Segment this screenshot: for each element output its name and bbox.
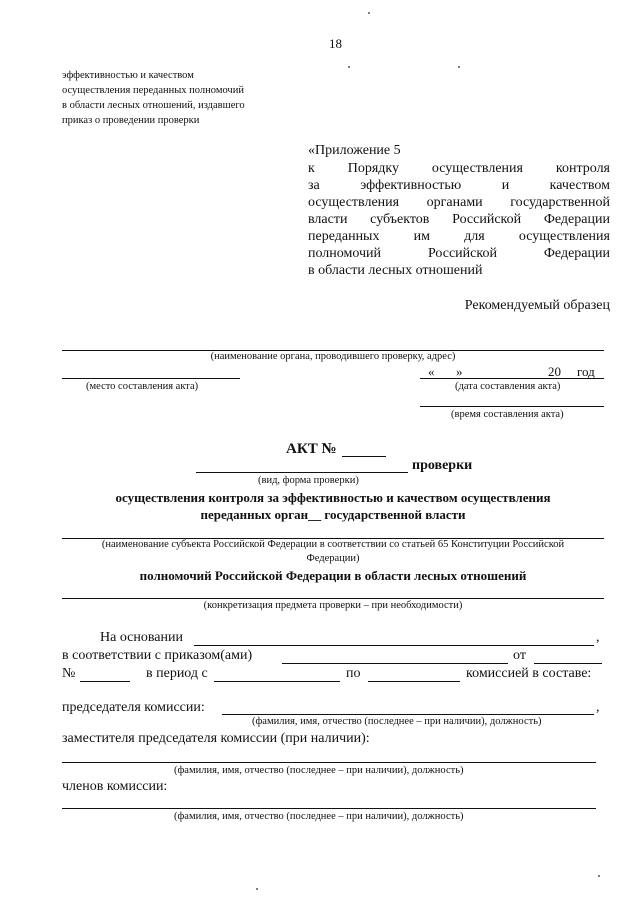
- appendix-word: Порядку: [347, 161, 399, 176]
- appendix-word: контроля: [555, 161, 610, 176]
- period-from-field[interactable]: [214, 681, 340, 682]
- appendix-line: [308, 195, 610, 211]
- check-word: проверки: [412, 458, 473, 473]
- scan-speck: [458, 66, 460, 68]
- appendix-word: Российской: [427, 246, 497, 261]
- caption-subject-2: Федерации): [306, 553, 360, 564]
- order-number-field[interactable]: [80, 681, 130, 682]
- appendix-word: за: [308, 178, 320, 193]
- period-from-label: в период с: [146, 666, 208, 681]
- appendix-word: органами: [426, 195, 483, 210]
- commission-label: комиссией в составе:: [466, 666, 592, 681]
- period-to-field[interactable]: [368, 681, 460, 682]
- caption-place: (место составления акта): [86, 381, 199, 392]
- appendix-word: осуществления: [431, 161, 523, 176]
- appendix-word: к: [308, 161, 315, 176]
- top-left-line: осуществления переданных полномочий: [62, 85, 244, 96]
- appendix-line: [308, 246, 610, 262]
- per-order-label: в соответствии с приказом(ами): [62, 648, 253, 663]
- chairman-comma: ,: [596, 700, 600, 715]
- appendix-word: полномочий: [308, 246, 382, 261]
- caption-fio-1: (фамилия, имя, отчество (последнее – при наличии), должность): [252, 716, 542, 727]
- appendix-word: Российской: [452, 212, 522, 227]
- kind-line: [196, 472, 408, 473]
- caption-concrete: (конкретизация предмета проверки – при необходимости): [203, 600, 463, 611]
- top-left-block: [62, 68, 245, 128]
- top-left-line: в области лесных отношений, издавшего: [62, 100, 245, 111]
- date-open-quote: «: [428, 364, 435, 379]
- appendix-word: осуществления: [518, 229, 610, 244]
- heading-line-1: осуществления контроля за эффективностью и качеством осуществления: [115, 490, 551, 505]
- appendix-title: «Приложение 5: [308, 143, 401, 158]
- appendix-word: для: [464, 229, 485, 244]
- date-close-quote: »: [456, 364, 463, 379]
- appendix-word: субъектов: [370, 212, 430, 227]
- from-label: от: [513, 648, 526, 663]
- top-left-line: эффективностью и качеством: [62, 70, 194, 81]
- appendix-last-line: в области лесных отношений: [308, 263, 483, 278]
- caption-org: (наименование органа, проводившего проверку, адрес): [210, 351, 456, 362]
- act-number-line: [342, 456, 386, 457]
- recommended-sample: Рекомендуемый образец: [464, 298, 610, 313]
- page-number: 18: [329, 36, 342, 51]
- appendix-line: [308, 178, 610, 194]
- appendix-word: государственной: [510, 195, 610, 210]
- time-line: [420, 406, 604, 407]
- caption-date: (дата составления акта): [455, 381, 561, 392]
- order-field[interactable]: [282, 663, 508, 664]
- concrete-line: [62, 598, 604, 599]
- order-date-field[interactable]: [534, 663, 602, 664]
- date-year-prefix: 20: [548, 364, 561, 379]
- appendix-word: качеством: [549, 178, 610, 193]
- caption-fio-3: (фамилия, имя, отчество (последнее – при наличии), должность): [174, 811, 464, 822]
- appendix-word: осуществления: [308, 195, 400, 210]
- place-line: [62, 378, 240, 379]
- num-sign: №: [62, 666, 76, 681]
- deputy-field[interactable]: [62, 762, 596, 763]
- caption-fio-2: (фамилия, имя, отчество (последнее – при наличии), должность): [174, 765, 464, 776]
- period-to-label: по: [346, 666, 361, 681]
- appendix-word: эффективностью: [360, 178, 462, 193]
- basis-label: На основании: [100, 630, 183, 645]
- appendix-word: и: [501, 178, 510, 193]
- scan-speck: [368, 12, 370, 14]
- chairman-field[interactable]: [222, 714, 594, 715]
- heading-line-3: полномочий Российской Федерации в области лесных отношений: [139, 568, 527, 583]
- deputy-label: заместителя председателя комиссии (при наличии):: [62, 731, 370, 746]
- heading-line-2: переданных орган__ государственной власти: [200, 507, 466, 522]
- caption-kind: (вид, форма проверки): [258, 475, 359, 486]
- chairman-label: председателя комиссии:: [62, 700, 205, 715]
- scan-speck: [598, 875, 600, 877]
- appendix-word: Федерации: [543, 212, 610, 227]
- basis-comma: ,: [596, 630, 600, 645]
- members-label: членов комиссии:: [62, 779, 168, 794]
- appendix-word: власти: [308, 212, 348, 227]
- date-line: [420, 378, 604, 379]
- caption-subject-1: (наименование субъекта Российской Федерации в соответствии со статьей 65 Конституции Российской: [101, 539, 565, 550]
- date-year-word: год: [577, 364, 595, 379]
- appendix-word: переданных: [308, 229, 380, 244]
- basis-field[interactable]: [194, 645, 594, 646]
- scan-speck: [256, 888, 258, 890]
- scan-speck: [348, 66, 350, 68]
- appendix-word: им: [413, 229, 430, 244]
- appendix-line: [308, 161, 610, 177]
- top-left-line: приказ о проведении проверки: [62, 115, 200, 126]
- appendix-line: [308, 212, 610, 228]
- appendix-line: [308, 229, 610, 245]
- members-field[interactable]: [62, 808, 596, 809]
- appendix-word: Федерации: [543, 246, 610, 261]
- caption-time: (время составления акта): [451, 409, 564, 420]
- act-title: АКТ №: [286, 441, 337, 457]
